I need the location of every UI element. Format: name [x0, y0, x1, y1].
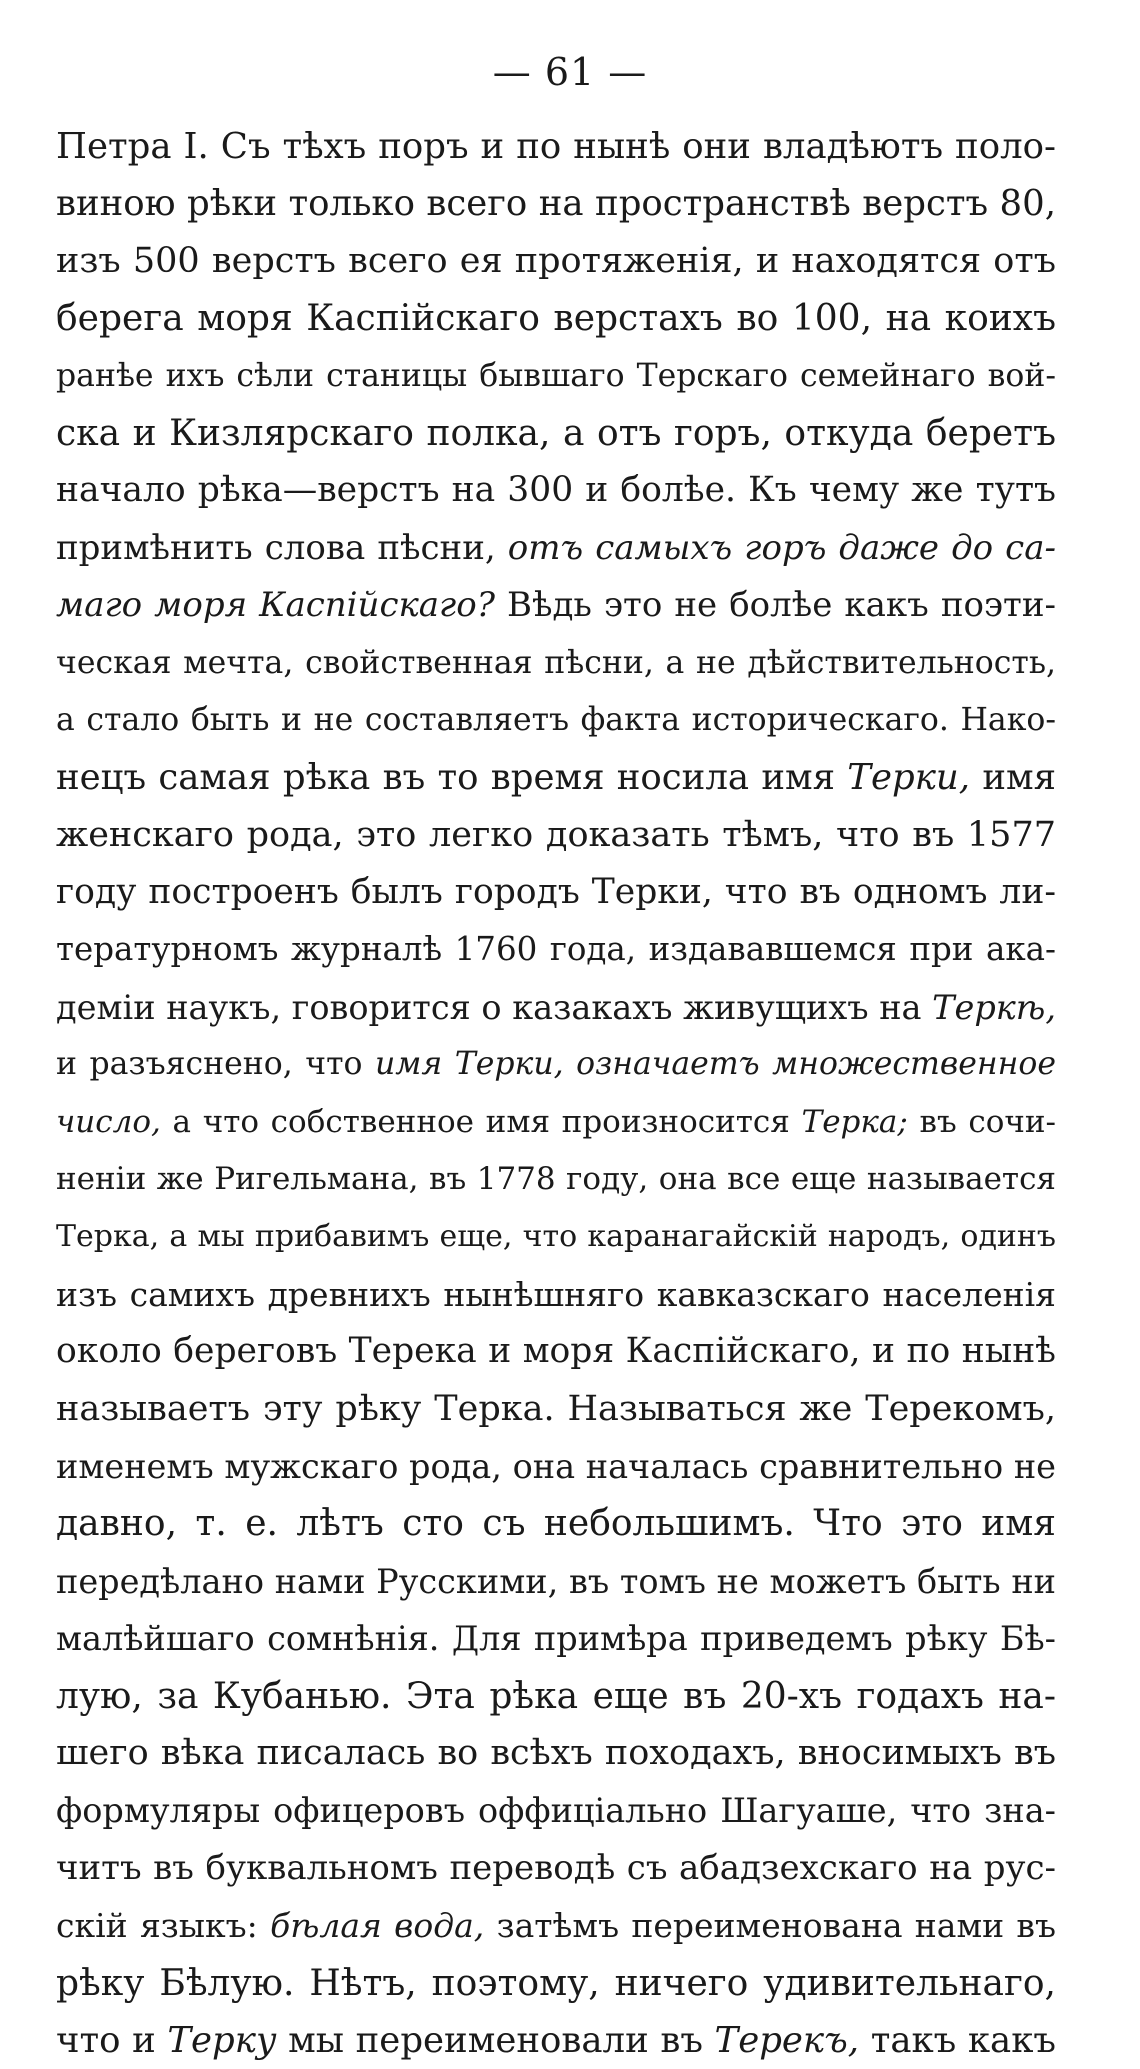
text-segment: ска и Кизлярскаго полка, а отъ горъ, откуда беретъ	[56, 412, 1056, 454]
text-segment: скій языкъ:	[56, 1906, 271, 1946]
text-segment: именемъ мужскаго рода, она началась сравнительно не	[56, 1446, 1056, 1486]
text-line	[56, 635, 1056, 692]
text-line	[56, 1323, 1056, 1380]
italic-text-segment: Терку	[167, 2019, 277, 2061]
text-line	[56, 1094, 1056, 1151]
text-segment: въ сочи-	[907, 1103, 1056, 1140]
text-segment: изъ 500 верстъ всего ея протяженія, и находятся отъ	[56, 240, 1056, 281]
text-line	[56, 979, 1056, 1036]
text-segment: Вѣдь это не болѣе какъ поэти-	[494, 585, 1056, 626]
text-segment: мы переименовали въ	[276, 2019, 715, 2061]
text-segment: лую, за Кубанью. Эта рѣка еще въ 20-хъ годахъ на-	[56, 1675, 1056, 1717]
text-line	[56, 1208, 1056, 1265]
text-line	[56, 1381, 1056, 1438]
text-segment: что и	[56, 2019, 168, 2061]
text-segment: давно, т. е. лѣтъ сто съ небольшимъ. Что это имя	[56, 1503, 1056, 1545]
italic-text-segment: Теркѣ,	[932, 987, 1056, 1027]
text-segment: ранѣе ихъ сѣли станицы бывшаго Терскаго семейнаго вой-	[56, 357, 1056, 394]
text-line	[56, 348, 1056, 405]
text-line	[56, 1495, 1056, 1552]
text-line	[56, 290, 1056, 347]
text-line	[56, 692, 1056, 749]
text-segment: женскаго рода, это легко доказать тѣмъ, что въ 1577	[56, 814, 1056, 855]
text-line	[56, 405, 1056, 462]
text-line	[56, 1438, 1056, 1495]
italic-text-segment: Терекъ,	[714, 2019, 860, 2061]
text-segment: тературномъ журналѣ 1760 года, издававшемся при ака-	[56, 930, 1056, 969]
text-line	[56, 1668, 1056, 1725]
text-segment: виною рѣки только всего на пространствѣ верстъ 80,	[56, 183, 1056, 225]
text-line	[56, 1897, 1056, 1954]
italic-text-segment: бѣлая вода,	[270, 1906, 485, 1946]
italic-text-segment: Терки,	[847, 757, 971, 799]
text-segment: а что собственное имя произносится	[160, 1103, 802, 1140]
text-segment: и разъяснено, что	[56, 1046, 375, 1083]
text-segment: рѣку Бѣлую. Нѣтъ, поэтому, ничего удивительнаго,	[56, 1962, 1056, 2004]
text-line	[56, 1955, 1056, 2012]
text-line	[56, 1036, 1056, 1093]
text-line	[56, 1840, 1056, 1897]
italic-text-segment: Терка;	[801, 1103, 908, 1140]
text-line	[56, 1553, 1056, 1610]
text-line	[56, 1610, 1056, 1667]
text-line	[56, 749, 1056, 806]
text-line	[56, 462, 1056, 519]
text-segment: примѣнить слова пѣсни,	[56, 527, 508, 568]
text-line	[56, 864, 1056, 921]
text-segment: около береговъ Терека и моря Каспійскаго, и по нынѣ	[56, 1331, 1056, 1372]
text-segment: нецъ самая рѣка въ то время носила имя	[56, 757, 848, 799]
text-segment: имя	[970, 757, 1056, 799]
text-segment: неніи же Ригельмана, въ 1778 году, она все еще называется	[56, 1161, 1056, 1198]
text-segment: шего вѣка писалась во всѣхъ походахъ, вносимыхъ въ	[56, 1732, 1056, 1773]
italic-text-segment: маго моря Каспійскаго?	[56, 585, 495, 626]
text-line	[56, 1266, 1056, 1323]
text-line	[56, 1725, 1056, 1782]
text-line	[56, 2012, 1056, 2069]
text-segment: называетъ эту рѣку Терка. Называться же Терекомъ,	[56, 1388, 1056, 1429]
text-segment: формуляры офицеровъ оффиціально Шагуаше, что зна-	[56, 1791, 1056, 1831]
text-segment: читъ въ буквальномъ переводѣ съ абадзехскаго на рус-	[56, 1847, 1056, 1888]
text-segment: деміи наукъ, говорится о казакахъ живущихъ на	[56, 987, 933, 1027]
italic-text-segment: число,	[56, 1103, 161, 1140]
italic-text-segment: имя Терки, означаетъ множественное	[374, 1046, 1056, 1083]
text-line	[56, 1782, 1056, 1839]
text-line	[56, 118, 1056, 175]
text-segment: передѣлано нами Русскими, въ томъ не можетъ быть ни	[56, 1561, 1056, 1601]
text-line	[56, 520, 1056, 577]
text-segment: берега моря Каспійскаго верстахъ во 100, на коихъ	[56, 298, 1056, 340]
text-line	[56, 175, 1056, 232]
text-segment: изъ самихъ древнихъ нынѣшняго кавказскаго населенія	[56, 1274, 1056, 1314]
text-line	[56, 1151, 1056, 1208]
text-line	[56, 577, 1056, 634]
text-segment: году построенъ былъ городъ Терки, что въ одномъ ли-	[56, 872, 1056, 913]
italic-text-segment: отъ самыхъ горъ даже до са-	[507, 527, 1056, 568]
text-segment: малѣйшаго сомнѣнія. Для примѣра приведемъ рѣку Бѣ-	[56, 1619, 1056, 1659]
text-line	[56, 807, 1056, 864]
text-segment: а стало быть и не составляетъ факта историческаго. Нако-	[56, 701, 1056, 738]
text-segment: начало рѣка—верстъ на 300 и болѣе. Къ чему же тутъ	[56, 470, 1056, 511]
text-segment: ческая мечта, свойственная пѣсни, а не дѣйствительность,	[56, 644, 1056, 681]
page-number: — 61 —	[492, 50, 648, 94]
text-segment: затѣмъ переименована нами въ	[484, 1906, 1056, 1946]
text-segment: Петра I. Съ тѣхъ поръ и по нынѣ они владѣютъ поло-	[56, 126, 1056, 167]
text-line	[56, 921, 1056, 978]
text-segment: такъ какъ	[859, 2019, 1056, 2061]
text-line	[56, 233, 1056, 290]
text-segment: Терка, а мы прибавимъ еще, что каранагайскій народъ, одинъ	[56, 1219, 1056, 1255]
body-text	[56, 118, 1056, 2069]
